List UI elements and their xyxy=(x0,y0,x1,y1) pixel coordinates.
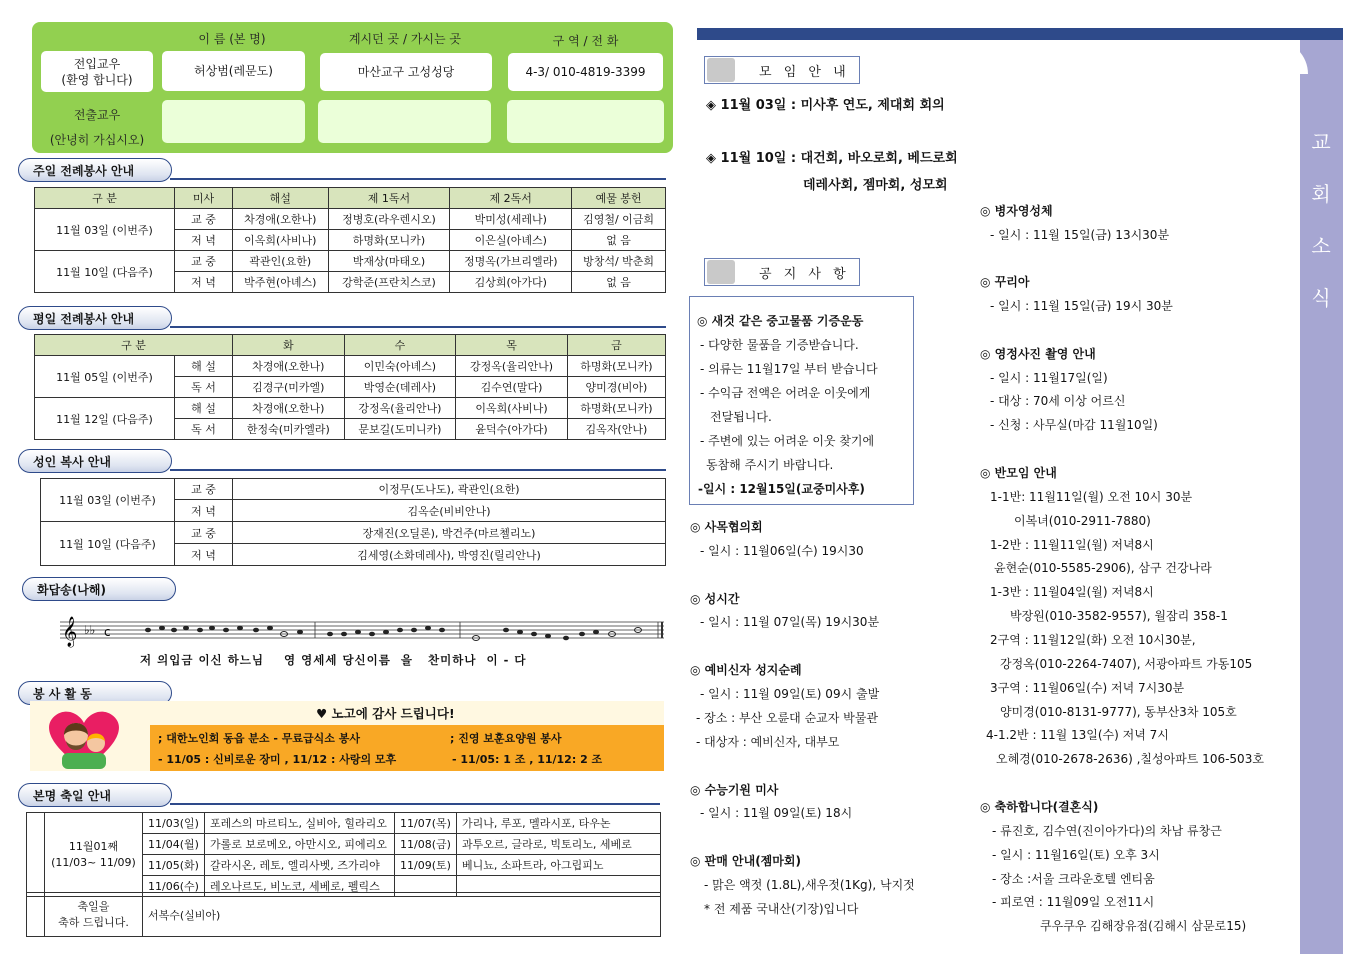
notice-line: - 주변에 있는 어려운 이웃 찾기에 xyxy=(700,434,875,448)
portrait-icon xyxy=(707,58,735,82)
divider xyxy=(170,469,666,471)
notice-line: 전달됩니다. xyxy=(710,410,772,424)
group-line: 박장원(010-3582-9557), 월잠리 358-1 xyxy=(1010,609,1228,623)
svg-text:♭♭: ♭♭ xyxy=(84,623,96,637)
group-line: 4-1.2반 : 11월 13일(수) 저녁 7시 xyxy=(986,728,1169,742)
notice-heading: ◎ 축하합니다(결혼식) xyxy=(980,800,1099,814)
notice-line: -일시 : 12월15일(교중미사후) xyxy=(698,482,865,496)
adult-table: 11월 03일 (이번주) 교 중 이정무(도나도), 곽관인(요한) 저 녁 김옥순(비비안나) 11월 10일 (다음주) 교 중 장재진(오딜론), 박건주(마르첼리노) 저 녁 김세영(소화데레사), 박영진(릴리안나) xyxy=(40,478,666,566)
transfer-out-label: 전출교우 xyxy=(73,108,121,122)
transfer-out-place xyxy=(318,100,491,143)
service-thanks: ♥ 노고에 감사 드립니다! xyxy=(316,706,455,721)
divider xyxy=(170,803,660,805)
notice-line: 동참해 주시기 바랍니다. xyxy=(706,458,834,472)
notice-line: - 일시 : 11월 09일(토) 09시 출발 xyxy=(700,687,880,701)
notice-heading: ◎ 사목협의회 xyxy=(690,520,763,534)
group-line: 2구역 : 11월12일(화) 오전 10시30분, xyxy=(990,633,1196,647)
notice-line: - 대상 : 70세 이상 어르신 xyxy=(990,394,1126,408)
notice-line: - 의류는 11월17일 부터 받습니다 xyxy=(700,362,878,376)
service-left-2: - 11/05 : 신비로운 장미 , 11/12 : 사랑의 모후 xyxy=(158,753,397,766)
section-song: 화답송(나해) xyxy=(22,577,176,601)
transfer-out-sub: (안녕히 가십시오) xyxy=(49,133,145,147)
svg-text:𝄞: 𝄞 xyxy=(62,617,78,647)
svg-text:c: c xyxy=(104,625,111,639)
notice-line: - 대상자 : 예비신자, 대부모 xyxy=(696,735,840,749)
transfer-out-name xyxy=(162,100,305,143)
notice-title-box: 공 지 사 항 xyxy=(704,258,860,286)
notice-line: - 장소 :서울 크라운호텔 엔티움 xyxy=(992,872,1155,886)
group-line: 3구역 : 11월06일(수) 저녁 7시30분 xyxy=(990,681,1185,695)
notice-line: - 장소 : 부산 오륜대 순교자 박물관 xyxy=(696,711,878,725)
notice-heading: ◎ 판매 안내(젬마회) xyxy=(690,854,801,868)
notice-heading: ◎ 영정사진 촬영 안내 xyxy=(980,347,1096,361)
group-line: 오혜경(010-2678-2636) ,칠성아파트 106-503호 xyxy=(996,752,1264,766)
feast-table: 11월01째 (11/03~ 11/09) 11/03(일) 포레스의 마르티노, 실비아, 힐라리오 11/07(목) 가리나, 루포, 멜라시포, 타우논 11/04(월) 가롤로 보로메오, 아만시오, 피에리오 11/08(금) 과투오르, 글라로, 빅토리노, 세베로 11/05(화) 갈라시온, 레토, 엘리사벳, 즈가리야 11/09(토) 베니뇨, 소파트라, 아그립피노 11/06(수) 레오나르도, 비노코, 세베로, 펠릭스 xyxy=(26,812,661,897)
transfer-in-region: 4-3/ 010-4819-3399 xyxy=(508,53,663,91)
notice-line: * 전 제품 국내산(기장)입니다 xyxy=(704,902,859,916)
divider xyxy=(170,326,666,328)
transfer-in-label: 전입교우 (환영 합니다) xyxy=(41,51,153,92)
notice-heading: ◎ 수능기원 미사 xyxy=(690,783,779,797)
notice-line: - 수익금 전액은 어려운 이웃에게 xyxy=(700,386,871,400)
volunteer-illustration xyxy=(38,705,130,773)
group-line: 강정옥(010-2264-7407), 서광아파트 가동105 xyxy=(1000,657,1253,671)
music-staff xyxy=(60,608,666,648)
banner-text: 교회소식 xyxy=(1311,130,1331,310)
section-adult: 성인 복사 안내 xyxy=(18,449,172,473)
meeting-line-3: 데레사회, 젬마회, 성모회 xyxy=(803,178,948,193)
notice-heading: ◎ 예비신자 성지순례 xyxy=(690,663,802,677)
group-line: 1-2반 : 11월11일(월) 저녁8시 xyxy=(990,538,1154,552)
service-right-2: - 11/05: 1 조 , 11/12: 2 조 xyxy=(452,753,603,766)
notice-title: ◎ 새것 같은 중고물품 기증운동 xyxy=(697,314,864,328)
notice-heading: ◎ 성시간 xyxy=(690,592,740,606)
top-bar xyxy=(697,28,1343,40)
section-sunday: 주일 전례봉사 안내 xyxy=(18,158,172,182)
notice-line: - 일시 : 11월16일(토) 오후 3시 xyxy=(992,848,1160,862)
group-line: 양미경(010-8131-9777), 동부산3차 105호 xyxy=(1000,705,1237,719)
notice-line: - 일시 : 11월 15일(금) 13시30분 xyxy=(990,228,1170,242)
section-service: 봉 사 활 동 xyxy=(18,681,172,705)
notice-line: 쿠우쿠우 김해장유점(김해시 삼문로15) xyxy=(1040,919,1247,933)
notice-line: - 신청 : 사무실(마감 11월10일) xyxy=(990,418,1158,432)
header-region: 구 역 / 전 화 xyxy=(552,34,619,48)
notice-heading: ◎ 반모임 안내 xyxy=(980,466,1057,480)
service-left-1: ; 대한노인회 동읍 분소 - 무료급식소 봉사 xyxy=(158,732,360,745)
meeting-line-2: ◈ 11월 10일 : 대건회, 바오로회, 베드로회 xyxy=(706,151,958,166)
group-line: 1-1반: 11월11일(월) 오전 10시 30분 xyxy=(990,490,1193,504)
notice-line: - 일시 : 11월06일(수) 19시30 xyxy=(700,544,864,558)
section-feast: 본명 축일 안내 xyxy=(18,783,172,807)
group-line: 이복녀(010-2911-7880) xyxy=(1014,514,1151,528)
notice-line: - 일시 : 11월 07일(목) 19시30분 xyxy=(700,615,880,629)
section-weekday: 평일 전례봉사 안내 xyxy=(18,306,172,330)
notice-heading: ◎ 병자영성체 xyxy=(980,204,1053,218)
notice-line: - 맑은 액젓 (1.8L),새우젓(1Kg), 낙지젓 xyxy=(704,878,915,892)
notice-line: - 일시 : 11월 09일(토) 18시 xyxy=(700,806,853,820)
transfer-in-place: 마산교구 고성성당 xyxy=(320,53,492,91)
header-name: 이 름 (본 명) xyxy=(198,32,266,46)
transfer-in-name: 허상범(레문도) xyxy=(162,51,305,91)
notice-line: - 피로연 : 11월09일 오전11시 xyxy=(992,895,1155,909)
notice-line: - 류진호, 김수연(진이아가다)의 차남 류창근 xyxy=(992,824,1222,838)
notice-line: - 일시 : 11월 15일(금) 19시 30분 xyxy=(990,299,1173,313)
notice-line: - 일시 : 11월17일(일) xyxy=(990,371,1108,385)
notice-line: - 다양한 물품을 기증받습니다. xyxy=(700,338,859,352)
group-line: 1-3반 : 11월04일(월) 저녁8시 xyxy=(990,585,1154,599)
notice-heading: ◎ 꾸리아 xyxy=(980,275,1030,289)
meeting-title-box: 모 임 안 내 xyxy=(704,56,860,84)
divider xyxy=(170,178,666,180)
congrats-table: 축일을 축하 드립니다. 서복수(실비아) xyxy=(26,892,661,937)
portrait-icon xyxy=(707,260,735,284)
meeting-line-1: ◈ 11월 03일 : 미사후 연도, 제대회 회의 xyxy=(706,98,945,113)
transfer-out-region xyxy=(507,100,664,143)
service-right-1: ; 진영 보훈요양원 봉사 xyxy=(450,732,562,745)
weekday-table: 구 분 화 수 목 금 11월 05일 (이번주) 해 설 차경애(오한나) 이민숙(아녜스) 강정옥(율리안나) 하명화(모니카) 독 서 김경구(미카엘) 박영순(데레사) 김수연(말다) 양미경(비아) 11월 12일 (다음주) 해 설 차경애(오한나) 강정옥(율리안나) 이옥희(사비나) 하명화(모니카) 독 서 한정숙(미카엘라) 문보길(도미니카) 윤덕수(아가다) 김옥자(안나) xyxy=(34,334,666,440)
heart-icon: ♥ xyxy=(316,706,328,721)
header-place: 계시던 곳 / 가시는 곳 xyxy=(348,32,462,46)
sunday-table: 구 분 미사 해설 제 1독서 제 2독서 예물 봉헌 11월 03일 (이번주) 교 중 차경애(오한나) 정병호(라우렌시오) 박미성(세레나) 김영철/ 이금희 저 녁 이옥희(사비나) 하명화(모니카) 이은실(아녜스) 없 음 11월 10일 (다음주) 교 중 곽관인(요한) 박재상(마태오) 정명옥(가브리엘라) 방창석/ 박춘희 저 녁 박주현(아녜스) 강학준(프란치스코) 김상희(아가다) 없 음 xyxy=(34,187,666,293)
song-lyrics: 저 의입금 이신 하느님 영 영세세 당신이름 을 찬미하나 이 - 다 xyxy=(140,653,527,667)
group-line: 윤현순(010-5585-2906), 삼구 건강나라 xyxy=(994,561,1212,575)
